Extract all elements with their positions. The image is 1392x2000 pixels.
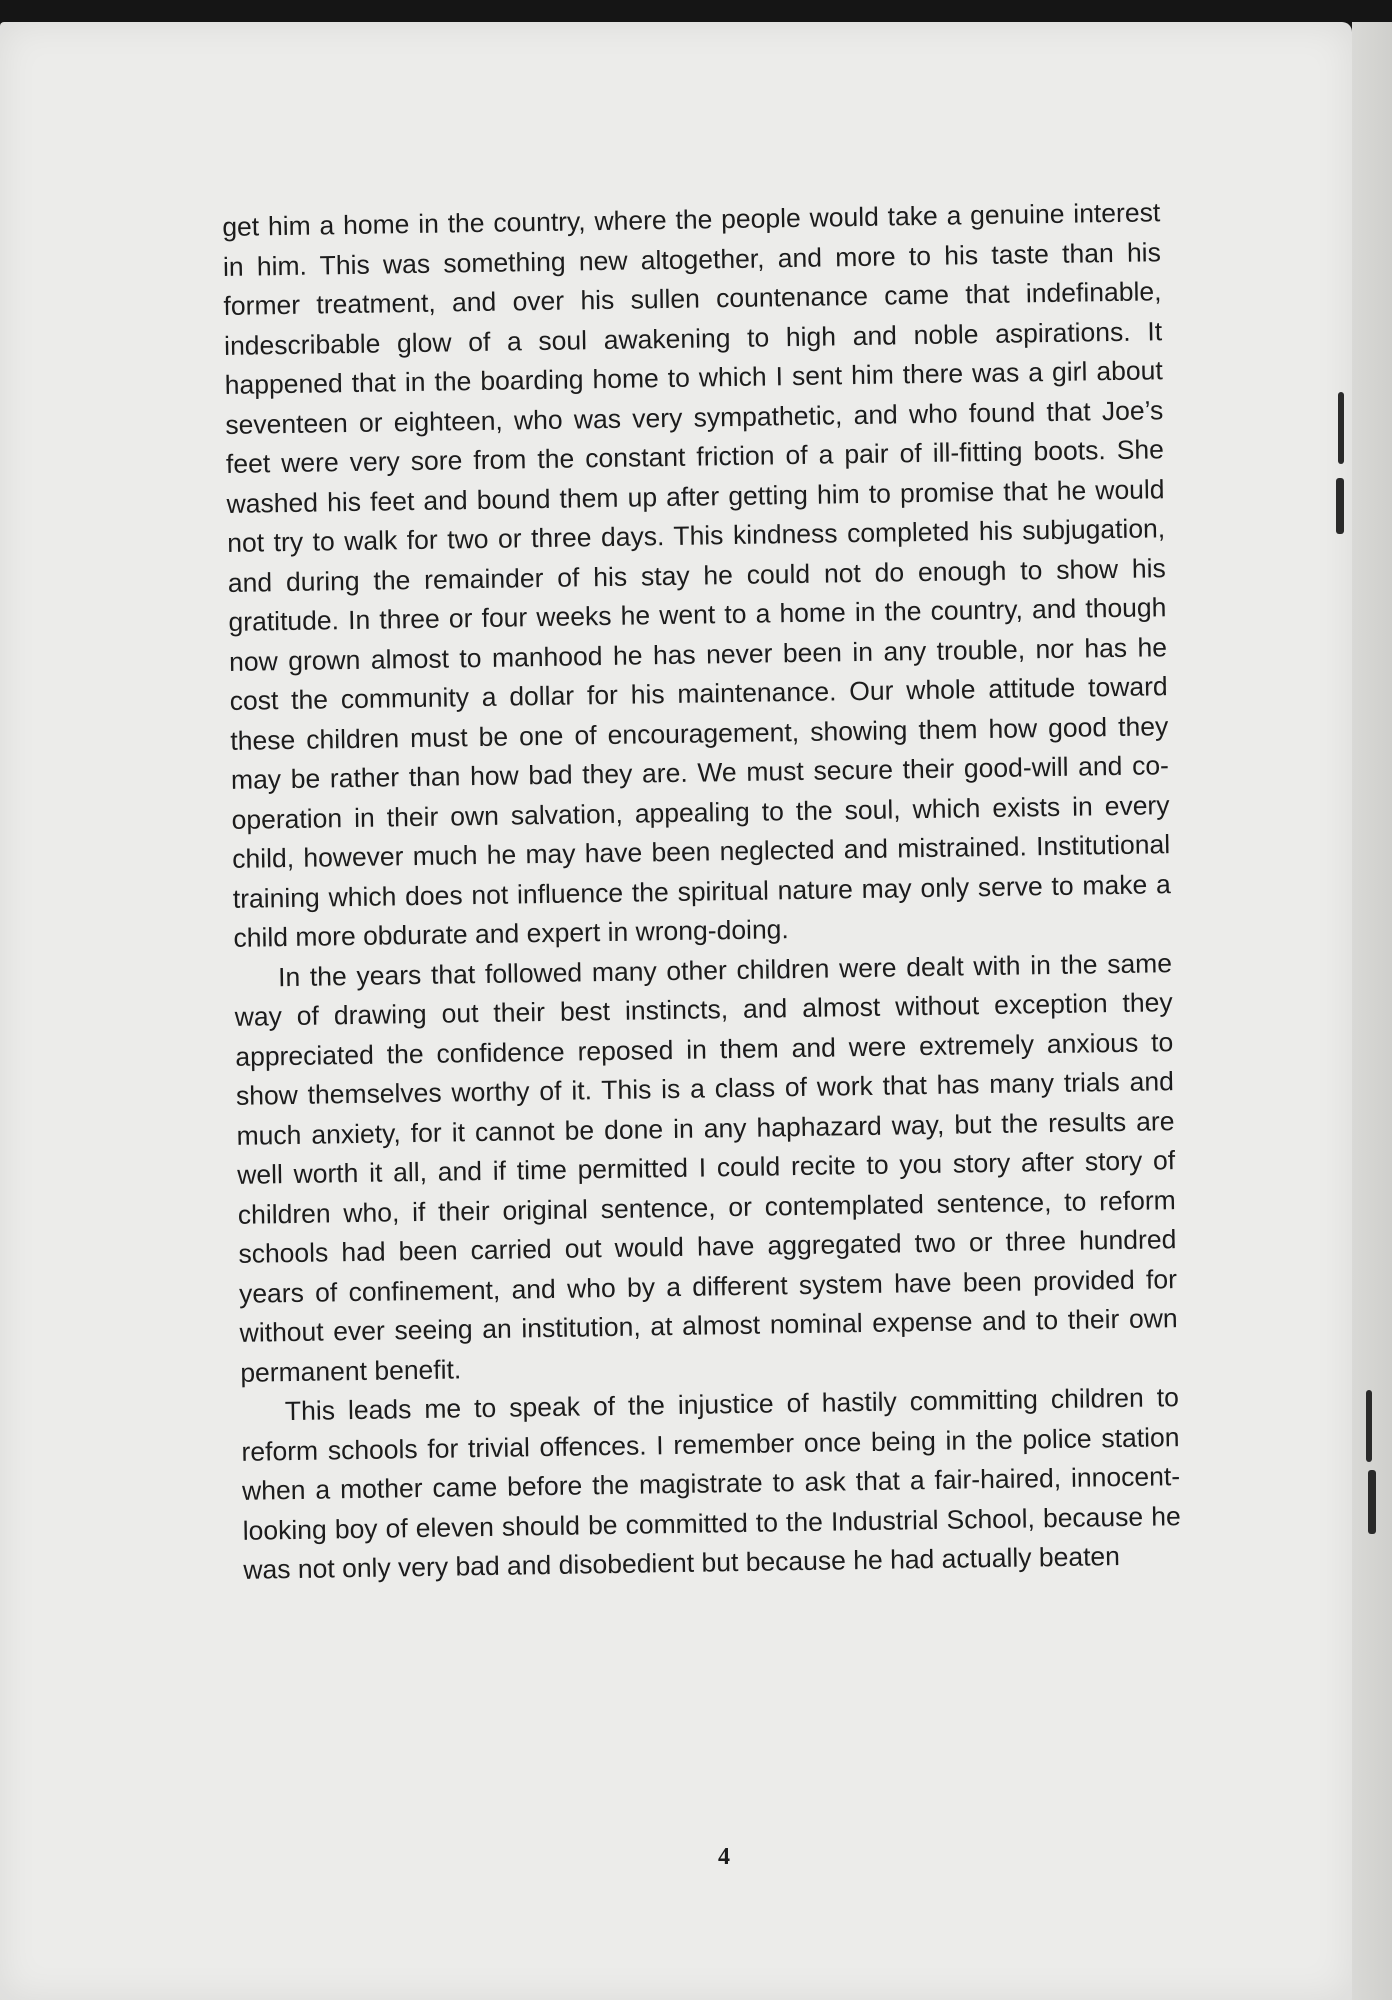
binding-clip-mark [1338,392,1344,464]
binding-clip-mark [1336,478,1344,534]
paper-sheet [0,22,1352,2000]
binding-clip-mark [1368,1470,1376,1534]
paragraph-3: This leads me to speak of the injustice of hastily committing children to reform schools for trivial offences. I remember once being in the police station when a mother came before the magistrate to ask that a fair-haired, innocent-looking boy of eleven should be committed to the Industrial School, because he was not only very bad and disobedient but because he had actually beaten [241,1382,1181,1585]
body-text [222,193,1182,1590]
scan-top-border [0,0,1392,24]
paper-right-edge [1352,22,1392,2000]
page-number: 4 [718,1844,730,1870]
paragraph-1: get him a home in the country, where the people would take a genuine interest in him. This was something new altogether, and more to his taste than his former treatment, and over his sullen countenance came that indefinable, indescribable glow of a soul awakening to high and noble aspirations. It happened that in the boarding home to which I sent him there was a girl about seventeen or eighteen, who was very sympathetic, and who found that Joe’s feet were very sore from the constant friction of a pair of ill-fitting boots. She washed his feet and bound them up after getting him to promise that he would not try to walk for two or three days. This kindness completed his subjugation, and during the remainder of his stay he could not do enough to show his gratitude. In three or four weeks he went to a home in the country, and though now grown almost to manhood he has never been in any trouble, nor has he cost the community a dollar for his maintenance. Our whole attitude toward these children must be one of encouragement, showing them how good they may be rather than how bad they are. We must secure their good-will and co-operation in their own salvation, appealing to the soul, which exists in every child, however much he may have been neglected and mistrained. Institutional training which does not influence the spiritual nature may only serve to make a child more obdurate and expert in wrong-doing. [222,197,1171,953]
paragraph-2: In the years that followed many other children were dealt with in the same way of drawing out their best instincts, and almost without exception they appreciated the confidence reposed in them and were extremely anxious to show themselves worthy of it. This is a class of work that has many trials and much anxiety, for it cannot be done in any haphazard way, but the results are well worth it all, and if time permitted I could recite to you story after story of children who, if their original sentence, or contemplated sentence, to reform schools had been carried out would have aggregated two or three hundred years of confinement, and who by a different system have been provided for without ever seeing an institution, at almost nominal expense and to their own permanent benefit. [234,947,1178,1388]
binding-clip-mark [1366,1390,1372,1462]
